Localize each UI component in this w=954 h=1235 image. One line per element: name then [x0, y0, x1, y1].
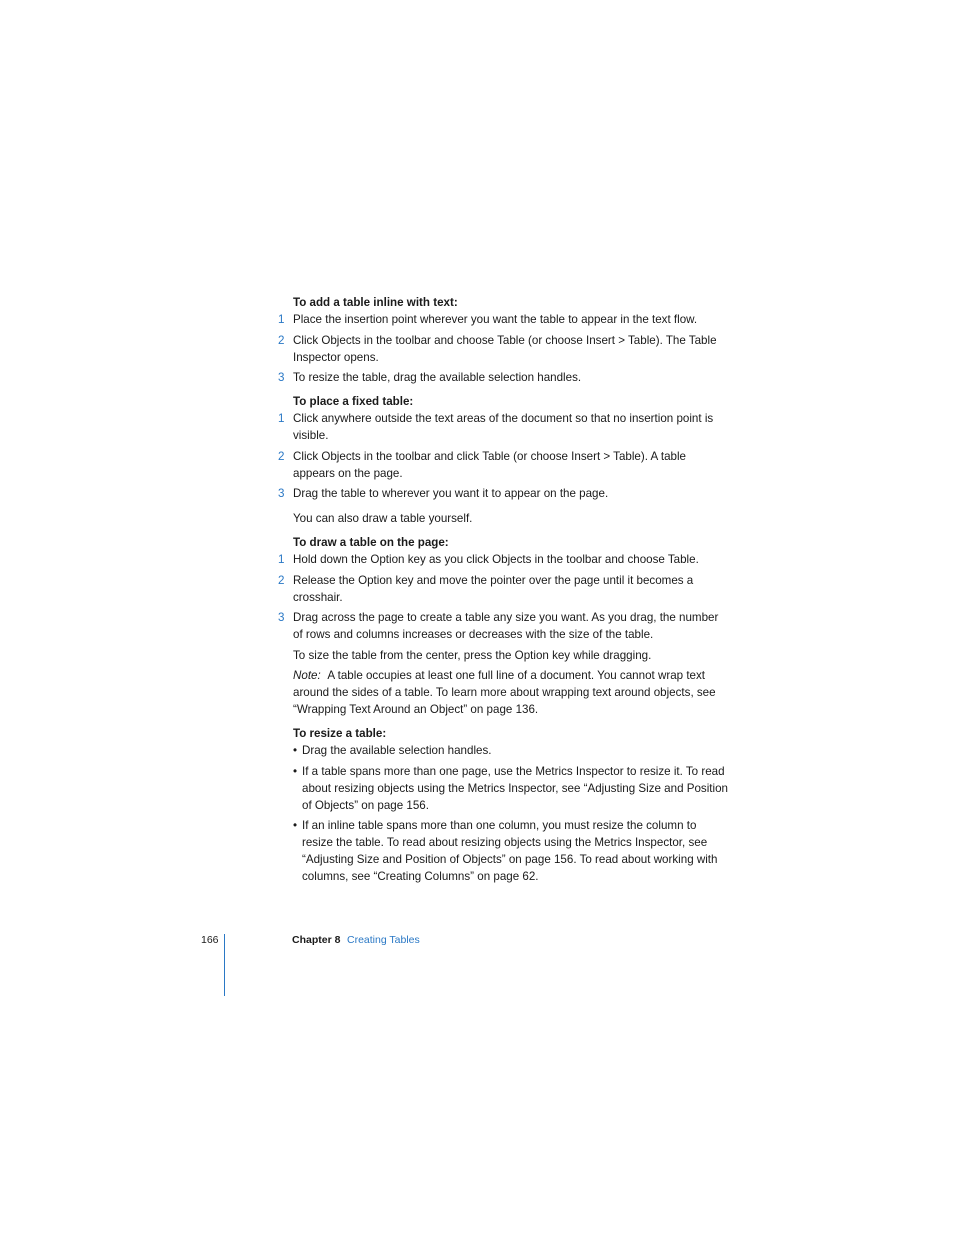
step-item: [278, 551, 730, 568]
step-text: Click Objects in the toolbar and click Table (or choose Insert > Table). A table appears on the page.: [293, 449, 687, 480]
note-paragraph: [278, 667, 730, 718]
body-paragraph: You can also draw a table yourself.: [293, 512, 473, 525]
step-text: Click anywhere outside the text areas of the document so that no insertion point is visible.: [293, 412, 714, 442]
step-item: [278, 410, 730, 444]
step-item: [278, 485, 730, 502]
step-item: [278, 609, 730, 643]
step-number: 1: [278, 553, 285, 566]
step-item: [278, 369, 730, 386]
step-item: [278, 572, 730, 606]
step-number: 3: [278, 371, 285, 384]
bullet-text: If a table spans more than one page, use the Metrics Inspector to resize it. To read about resizing objects using the Metrics Inspector, see “Adjusting Size and Position of Objects” on page 156.: [302, 764, 728, 812]
step-text: Drag across the page to create a table any size you want. As you drag, the number of rows and columns increases or decreases with the size of the table.: [293, 611, 719, 641]
step-text: Click Objects in the toolbar and choose Table (or choose Insert > Table). The Table Inspector opens.: [293, 333, 717, 364]
step-text: Release the Option key and move the pointer over the page until it becomes a crosshair.: [293, 573, 694, 604]
footer-divider: [224, 934, 225, 996]
step-number: 3: [278, 487, 285, 500]
section-heading-inline: To add a table inline with text:: [293, 296, 458, 309]
step-number: 1: [278, 313, 285, 326]
bullet-text: If an inline table spans more than one column, you must resize the column to resize the table. To read about resizing objects using the Metrics Inspector, see “Adjusting Size and Position of Objects” on page 156. To read about working with columns, see “Creating Columns” on page 62.: [302, 819, 718, 883]
step-number: 2: [278, 333, 285, 347]
bullet-icon: •: [293, 764, 298, 778]
note-text: A table occupies at least one full line of a document. You cannot wrap text around the sides of a table. To learn more about wrapping text around objects, see “Wrapping Text Around an Object” on page 136.: [293, 669, 716, 716]
bullet-icon: •: [293, 819, 298, 832]
body-paragraph: To size the table from the center, press the Option key while dragging.: [293, 648, 652, 662]
step-number: 1: [278, 412, 285, 425]
bullet-item: [278, 763, 730, 814]
chapter-label: Chapter 8: [292, 934, 341, 946]
section-heading-resize: To resize a table:: [293, 727, 387, 740]
step-text: To resize the table, drag the available selection handles.: [293, 371, 582, 384]
note-label: Note:: [293, 669, 321, 682]
bullet-icon: •: [293, 744, 298, 757]
step-item: [278, 311, 730, 328]
step-number: 2: [278, 449, 285, 463]
section-heading-draw: To draw a table on the page:: [293, 536, 449, 549]
bullet-item: [278, 742, 730, 759]
bullet-text: Drag the available selection handles.: [302, 744, 492, 757]
chapter-title: Creating Tables: [347, 934, 420, 946]
section-heading-fixed: To place a fixed table:: [293, 395, 414, 408]
step-item: [278, 448, 730, 482]
page-content: [278, 294, 730, 889]
step-number: 2: [278, 573, 285, 587]
bullet-item: [278, 817, 730, 885]
step-text: Place the insertion point wherever you want the table to appear in the text flow.: [293, 313, 698, 326]
page-number: 166: [201, 934, 219, 946]
step-text: Hold down the Option key as you click Objects in the toolbar and choose Table.: [293, 553, 699, 566]
step-text: Drag the table to wherever you want it to appear on the page.: [293, 487, 609, 500]
step-number: 3: [278, 611, 285, 624]
step-item: [278, 332, 730, 366]
